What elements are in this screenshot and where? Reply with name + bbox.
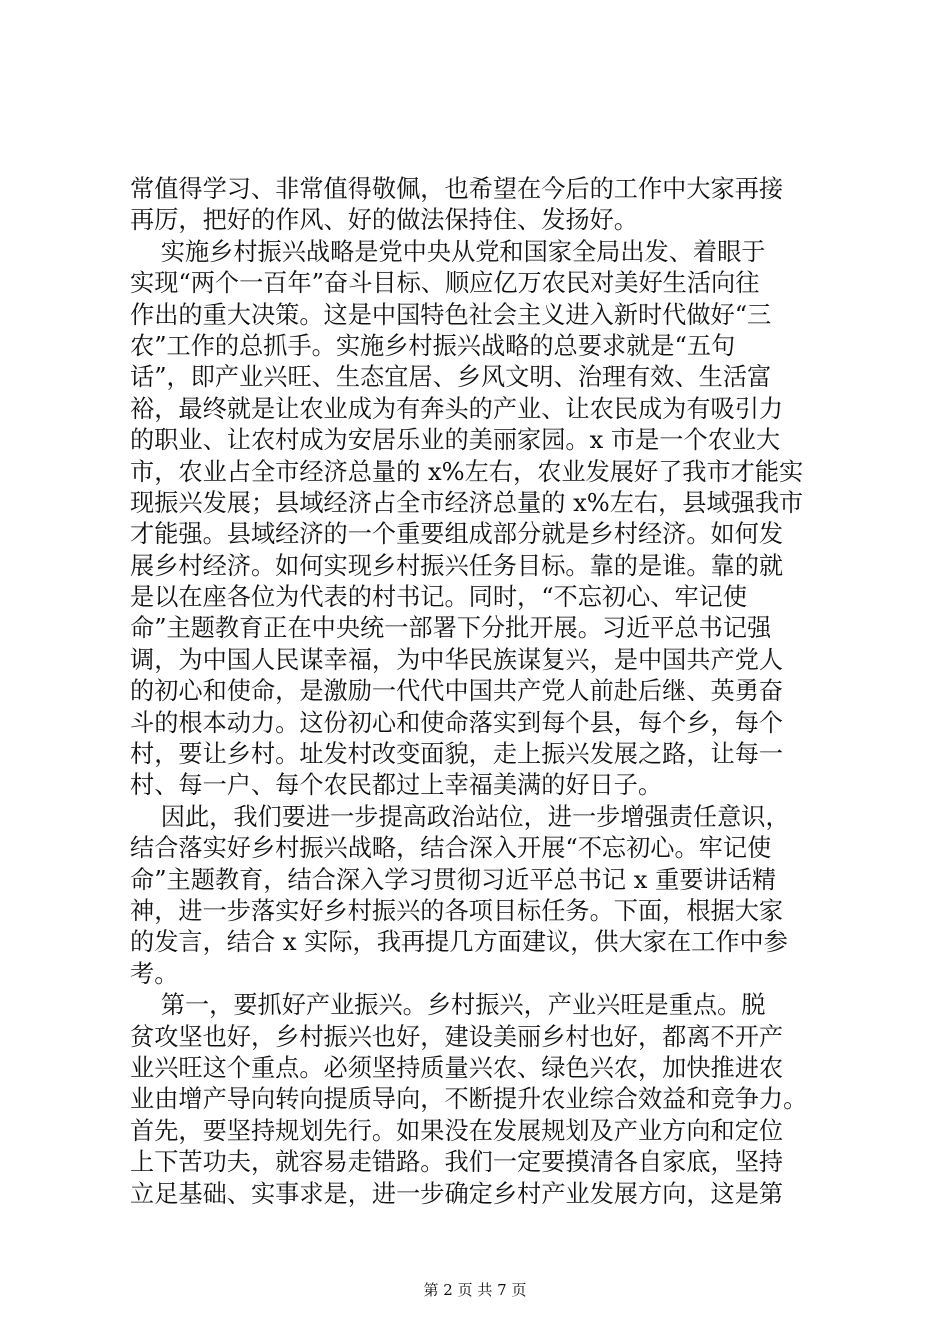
text-line: 立足基础、实事求是，进一步确定乡村产业发展方向，这是第 [130,1179,784,1208]
text-line: 因此，我们要进一步提高政治站位，进一步增强责任意识， [130,802,790,831]
text-line: 村、每一户、每个农民都过上幸福美满的好日子。 [130,771,663,800]
text-line: 的职业、让农村成为安居乐业的美丽家园。x 市是一个农业大 [130,426,781,455]
text-line: 上下苦功夫，就容易走错路。我们一定要摸清各自家底，坚持 [130,1148,784,1177]
text-line: 神，进一步落实好乡村振兴的各项目标任务。下面，根据大家 [130,896,784,925]
page-number-label: 第 2 页 共 7 页 [423,1281,527,1299]
text-line: 贫攻坚也好，乡村振兴也好，建设美丽乡村也好，都离不开产 [130,1022,784,1051]
text-line: 村，要让乡村。址发村改变面貌，走上振兴发展之路，让每一 [130,740,784,769]
text-line: 话”，即产业兴旺、生态宜居、乡风文明、治理有效、生活富 [130,363,772,392]
text-line: 调，为中国人民谋幸福，为中华民族谋复兴，是中国共产党人 [130,645,784,674]
body-text [130,174,830,1210]
text-line: 结合落实好乡村振兴战略，结合深入开展“不忘初心。牢记使 [130,834,772,863]
text-line: 的发言，结合 x 实际，我再提几方面建议，供大家在工作中参 [130,928,788,957]
page-footer [0,1280,950,1300]
text-line: 现振兴发展；县域经济占全市经济总量的 x%左右，县域强我市 [130,488,804,517]
text-line: 是以在座各位为代表的村书记。同时，“不忘初心、牢记使 [130,583,748,612]
text-line: 的初心和使命，是激励一代代中国共产党人前赴后继、英勇奋 [130,677,784,706]
text-line: 考。 [130,959,179,988]
text-line: 展乡村经济。如何实现乡村振兴任务目标。靠的是谁。靠的就 [130,551,784,580]
text-line: 命”主题教育正在中央统一部署下分批开展。习近平总书记强 [130,614,772,643]
text-line: 再厉，把好的作风、好的做法保持住、发扬好。 [130,206,638,235]
text-line: 作出的重大决策。这是中国特色社会主义进入新时代做好“三 [130,300,772,329]
text-line: 才能强。县域经济的一个重要组成部分就是乡村经济。如何发 [130,520,784,549]
text-line: 命”主题教育，结合深入学习贯彻习近平总书记 x 重要讲话精 [130,865,777,894]
text-line: 裕，最终就是让农业成为有奔头的产业、让农民成为有吸引力 [130,394,784,423]
text-line: 实施乡村振兴战略是党中央从党和国家全局出发、着眼于 [130,237,766,266]
text-line: 业由增产导向转向提质导向，不断提升农业综合效益和竞争力。 [130,1085,808,1114]
text-line: 市，农业占全市经济总量的 x%左右，农业发展好了我市才能实 [130,457,804,486]
text-line: 农”工作的总抓手。实施乡村振兴战略的总要求就是“五句 [130,331,736,360]
text-line: 实现“两个一百年”奋斗目标、顺应亿万农民对美好生活向往 [130,269,760,298]
text-line: 常值得学习、非常值得敬佩，也希望在今后的工作中大家再接 [130,175,784,203]
text-line: 第一，要抓好产业振兴。乡村振兴，产业兴旺是重点。脱 [130,991,766,1020]
text-line: 首先，要坚持规划先行。如果没在发展规划及产业方向和定位 [130,1116,784,1145]
text-line: 斗的根本动力。这份初心和使命落实到每个县，每个乡，每个 [130,708,784,737]
text-line: 业兴旺这个重点。必须坚持质量兴农、绿色兴农，加快推进农 [130,1053,784,1082]
